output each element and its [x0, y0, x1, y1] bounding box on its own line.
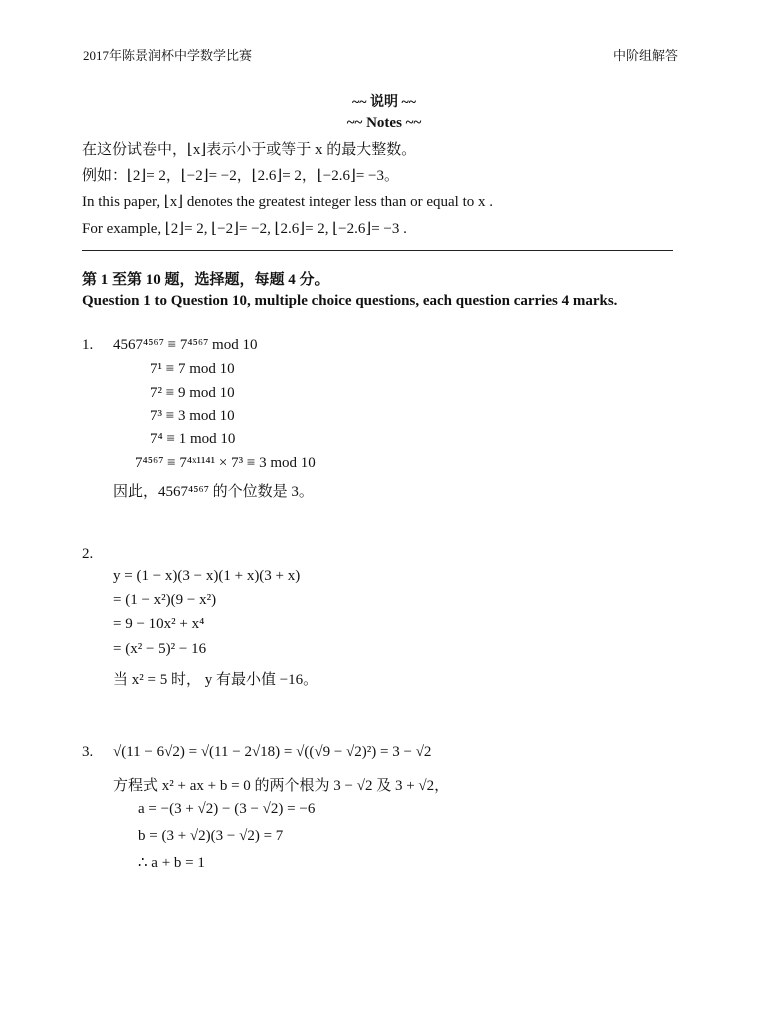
q3-line: a = −(3 + √2) − (3 − √2) = −6: [138, 801, 316, 817]
q1-line: 7⁴⁵⁶⁷ ≡ 7⁴ˣ¹¹⁴¹ × 7³ ≡ 3 mod 10: [135, 455, 316, 471]
q3-number: 3.: [82, 744, 94, 760]
header-section: 中阶组解答: [613, 48, 679, 63]
notes-line-en-1: In this paper, ⌊x⌋ denotes the greatest integer less than or equal to x .: [82, 194, 493, 210]
q1-conclusion: 因此，4567⁴⁵⁶⁷ 的个位数是 3。: [113, 484, 314, 500]
q3-line: b = (3 + √2)(3 − √2) = 7: [138, 828, 284, 844]
q2-line: = 9 − 10x² + x⁴: [113, 616, 205, 632]
q2-line: = (1 − x²)(9 − x²): [113, 592, 217, 608]
header-title: 2017年陈景润杯中学数学比赛: [83, 48, 253, 63]
notes-line-cn-2: 例如：⌊2⌋= 2，⌊−2⌋= −2，⌊2.6⌋= 2，⌊−2.6⌋= −3。: [82, 168, 399, 184]
section-title-cn: 第 1 至第 10 题，选择题，每题 4 分。: [82, 272, 330, 288]
q2-line: y = (1 − x)(3 − x)(1 + x)(3 + x): [113, 568, 301, 584]
notes-line-cn-1: 在这份试卷中，⌊x⌋表示小于或等于 x 的最大整数。: [82, 142, 417, 158]
q1-line: 7² ≡ 9 mod 10: [150, 385, 235, 401]
notes-title-en: ~~ Notes ~~: [346, 115, 422, 131]
notes-line-en-2: For example, ⌊2⌋= 2, ⌊−2⌋= −2, ⌊2.6⌋= 2, ⌊−2.6⌋= −3 .: [82, 221, 407, 237]
q1-number: 1.: [82, 337, 94, 353]
q2-conclusion: 当 x² = 5 时， y 有最小值 −16。: [113, 672, 319, 688]
q3-line: 方程式 x² + ax + b = 0 的两个根为 3 − √2 及 3 + √2，: [113, 778, 450, 794]
q3-line: √(11 − 6√2) = √(11 − 2√18) = √((√9 − √2)²) = 3 − √2: [113, 744, 432, 760]
notes-title-cn: ~~ 说明 ~~: [351, 95, 417, 110]
q2-line: = (x² − 5)² − 16: [113, 641, 207, 657]
section-title-en: Question 1 to Question 10, multiple choice questions, each question carries 4 marks.: [82, 293, 618, 309]
q2-number: 2.: [82, 546, 94, 562]
q1-line: 7³ ≡ 3 mod 10: [150, 408, 235, 424]
q3-line: ∴ a + b = 1: [138, 855, 205, 871]
q1-line: 7⁴ ≡ 1 mod 10: [150, 431, 236, 447]
q1-line: 7¹ ≡ 7 mod 10: [150, 361, 235, 377]
section-divider: [82, 250, 673, 251]
q1-line: 4567⁴⁵⁶⁷ ≡ 7⁴⁵⁶⁷ mod 10: [113, 337, 258, 353]
